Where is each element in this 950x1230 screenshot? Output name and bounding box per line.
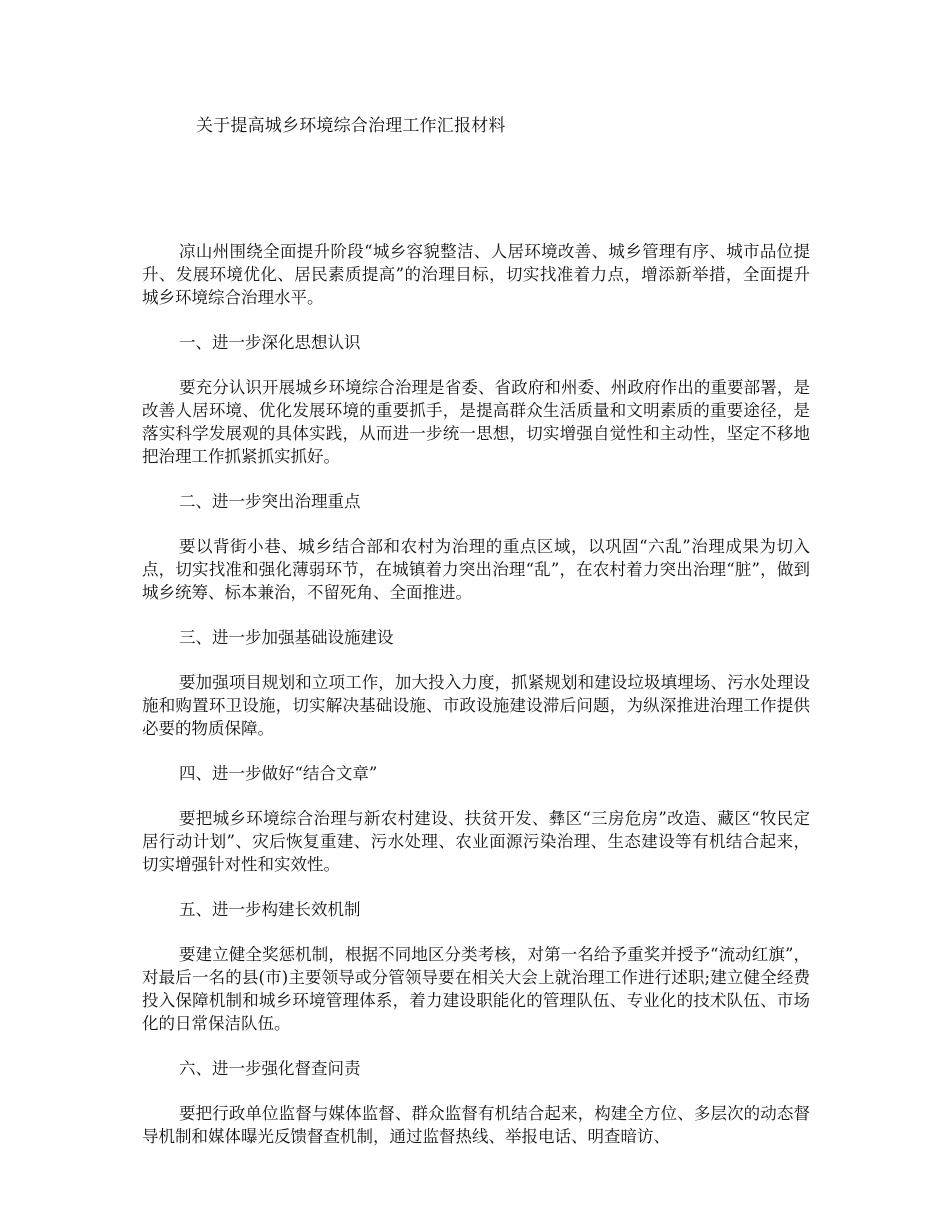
section-heading: 三、进一步加强基础设施建设 xyxy=(179,628,394,647)
document-title: 关于提高城乡环境综合治理工作汇报材料 xyxy=(196,116,506,136)
section-heading: 一、进一步深化思想认识 xyxy=(179,333,361,352)
section-paragraph: 要充分认识开展城乡环境综合治理是省委、省政府和州委、州政府作出的重要部署，是改善人居环境、优化发展环境的重要抓手，是提高群众生活质量和文明素质的重要途径，是落实科学发展观的具体实践，从而进一步统一思想，切实增强自觉性和主动性，坚定不移地把治理工作抓紧抓实抓好。 xyxy=(142,378,810,466)
section-paragraph: 要把行政单位监督与媒体监督、群众监督有机结合起来，构建全方位、多层次的动态督导机制和媒体曝光反馈督查机制，通过监督热线、举报电话、明查暗访、 xyxy=(142,1104,810,1146)
section-paragraph: 要以背街小巷、城乡结合部和农村为治理的重点区域，以巩固“六乱”治理成果为切入点，切实找准和强化薄弱环节，在城镇着力突出治理“乱”，在农村着力突出治理“脏”，做到城乡统筹、标本兼治，不留死角、全面推进。 xyxy=(142,537,810,602)
intro-paragraph: 凉山州围绕全面提升阶段“城乡容貌整洁、人居环境改善、城乡管理有序、城市品位提升、发展环境优化、居民素质提高”的治理目标，切实找准着力点，增添新举措，全面提升城乡环境综合治理水平。 xyxy=(142,242,810,307)
section-paragraph: 要加强项目规划和立项工作，加大投入力度，抓紧规划和建设垃圾填埋场、污水处理设施和购置环卫设施，切实解决基础设施、市政设施建设滞后问题，为纵深推进治理工作提供必要的物质保障。 xyxy=(142,673,810,738)
section-paragraph: 要建立健全奖惩机制，根据不同地区分类考核，对第一名给予重奖并授予“流动红旗”，对最后一名的县(市)主要领导或分管领导要在相关大会上就治理工作进行述职;建立健全经费投入保障机制和城乡环境管理体系，着力建设职能化的管理队伍、专业化的技术队伍、市场化的日常保洁队伍。 xyxy=(142,945,810,1033)
section-paragraph: 要把城乡环境综合治理与新农村建设、扶贫开发、彝区“三房危房”改造、藏区“牧民定居行动计划”、灾后恢复重建、污水处理、农业面源污染治理、生态建设等有机结合起来，切实增强针对性和实效性。 xyxy=(142,809,810,874)
section-heading: 五、进一步构建长效机制 xyxy=(179,900,361,919)
section-heading: 二、进一步突出治理重点 xyxy=(179,492,361,511)
section-heading: 六、进一步强化督查问责 xyxy=(179,1059,361,1078)
section-heading: 四、进一步做好“结合文章” xyxy=(179,764,378,783)
document-body xyxy=(142,240,810,1170)
